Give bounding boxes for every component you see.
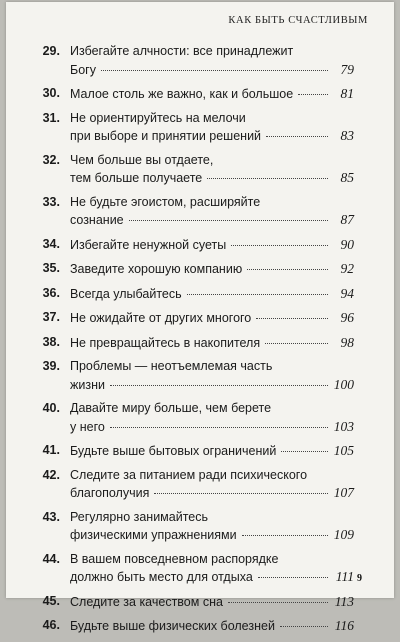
toc-entry-page: 81 <box>340 86 354 101</box>
toc-entry-line <box>70 509 354 527</box>
toc-entry-line <box>70 334 354 353</box>
toc-entry-body <box>70 152 354 188</box>
dot-leader <box>154 493 328 494</box>
toc-entry-line <box>70 260 354 279</box>
toc-entry-line <box>70 236 354 255</box>
toc-entry-number: 36. <box>42 285 60 300</box>
toc-entry-line <box>70 127 354 146</box>
dot-leader <box>228 602 328 603</box>
toc-entry <box>14 509 354 545</box>
toc-entry-number: 33. <box>42 194 60 209</box>
toc-entry-title: тем больше получаете <box>70 171 203 185</box>
toc-entry-page: 85 <box>340 170 354 185</box>
toc-entry-number: 34. <box>42 236 60 251</box>
toc-entry-body <box>70 467 354 503</box>
toc-entry-title: Чем больше вы отдаете, <box>70 152 214 167</box>
toc-entry-page: 111 <box>335 569 354 584</box>
toc-entry-title: В вашем повседневном распорядке <box>70 551 279 566</box>
toc-entry-line <box>70 442 354 461</box>
toc-entry-body <box>70 85 354 104</box>
toc-entry-line <box>70 358 354 376</box>
toc-entry <box>14 260 354 279</box>
toc-entry-line <box>70 568 354 587</box>
toc-entry-page: 98 <box>340 334 354 350</box>
dot-leader <box>265 343 328 344</box>
toc-entry-line <box>70 309 354 328</box>
toc-entry-title: Следите за качеством сна <box>70 594 223 609</box>
toc-entry-page: 113 <box>334 593 354 609</box>
dot-leader <box>110 427 328 428</box>
toc-entry-page: 116 <box>334 618 354 633</box>
toc-entry-body <box>70 442 354 461</box>
toc-entry-line <box>70 617 354 636</box>
dot-leader <box>187 294 328 295</box>
toc-entry-page: 79 <box>340 61 354 77</box>
dot-leader <box>281 451 328 452</box>
toc-entry-body <box>70 551 354 587</box>
dot-leader <box>110 385 328 386</box>
toc-entry-line <box>70 169 354 188</box>
table-of-contents <box>14 43 354 642</box>
toc-entry <box>14 593 354 612</box>
dot-leader <box>207 178 328 179</box>
toc-entry-line <box>70 400 354 418</box>
toc-entry-page: 100 <box>333 376 354 392</box>
toc-entry-page: 90 <box>340 236 354 252</box>
toc-entry-body <box>70 334 354 353</box>
toc-entry-number: 40. <box>42 401 60 415</box>
toc-entry-page: 107 <box>333 485 354 500</box>
toc-entry <box>14 152 354 188</box>
toc-entry-page: 94 <box>340 285 354 301</box>
toc-entry-number: 38. <box>42 334 60 349</box>
toc-entry-line <box>70 484 354 503</box>
toc-entry-title: Не ожидайте от других многого <box>70 311 252 325</box>
toc-entry-title: должно быть место для отдыха <box>70 570 253 584</box>
toc-entry-title: благополучия <box>70 486 150 500</box>
toc-entry-line <box>70 285 354 304</box>
toc-entry-number: 41. <box>42 443 60 457</box>
toc-entry-number: 37. <box>42 310 60 324</box>
toc-entry-body <box>70 593 354 612</box>
toc-entry-body <box>70 309 354 328</box>
toc-entry-number: 46. <box>42 618 60 632</box>
running-header: КАК БЫТЬ СЧАСТЛИВЫМ <box>228 15 368 26</box>
toc-entry-body <box>70 509 354 545</box>
toc-entry-page: 103 <box>333 418 354 434</box>
toc-entry-number: 43. <box>42 509 60 524</box>
toc-entry-line <box>70 376 354 395</box>
toc-entry-body <box>70 236 354 255</box>
toc-entry <box>14 236 354 255</box>
toc-entry-title: Проблемы — неотъемлемая часть <box>70 359 273 373</box>
toc-entry-body <box>70 110 354 146</box>
toc-entry-body <box>70 400 354 436</box>
dot-leader <box>129 220 328 221</box>
toc-entry-number: 31. <box>42 110 60 125</box>
toc-entry-body <box>70 285 354 304</box>
toc-entry-number: 35. <box>42 261 60 275</box>
toc-entry-title: Будьте выше бытовых ограничений <box>70 444 277 458</box>
toc-entry <box>14 617 354 636</box>
dot-leader <box>280 626 328 627</box>
toc-entry <box>14 309 354 328</box>
toc-entry <box>14 110 354 146</box>
toc-entry <box>14 467 354 503</box>
toc-entry-line <box>70 551 354 569</box>
toc-entry-number: 39. <box>42 359 60 373</box>
dot-leader <box>256 318 328 319</box>
toc-entry-line <box>70 85 354 104</box>
toc-entry <box>14 43 354 79</box>
toc-entry <box>14 85 354 104</box>
dot-leader <box>101 70 328 71</box>
toc-entry-line <box>70 110 354 128</box>
toc-entry-number: 42. <box>42 467 60 482</box>
toc-entry-title: Богу <box>70 62 96 77</box>
toc-entry-number: 32. <box>42 152 60 167</box>
toc-entry-page: 109 <box>333 527 354 542</box>
toc-entry-page: 105 <box>333 443 354 458</box>
dot-leader <box>247 269 328 270</box>
toc-entry <box>14 358 354 394</box>
toc-entry <box>14 194 354 230</box>
toc-entry-line <box>70 418 354 437</box>
toc-entry-number: 30. <box>42 86 60 100</box>
toc-entry-page: 87 <box>340 212 354 227</box>
toc-entry-title: Не ориентируйтесь на мелочи <box>70 110 246 125</box>
toc-entry-number: 45. <box>42 593 60 608</box>
toc-entry-page: 92 <box>340 261 354 276</box>
toc-entry-title: Всегда улыбайтесь <box>70 286 182 301</box>
toc-entry-title: Регулярно занимайтесь <box>70 509 209 524</box>
dot-leader <box>258 577 328 578</box>
toc-entry-number: 29. <box>42 44 60 58</box>
toc-entry-page: 96 <box>340 310 354 325</box>
toc-entry-title: Давайте миру больше, чем берете <box>70 401 272 415</box>
toc-entry-title: Избегайте ненужной суеты <box>70 237 227 252</box>
toc-entry-line <box>70 526 354 545</box>
toc-entry-body <box>70 260 354 279</box>
toc-entry <box>14 285 354 304</box>
toc-entry-title: у него <box>70 419 105 434</box>
toc-entry-body <box>70 43 354 79</box>
dot-leader <box>298 94 328 95</box>
toc-entry-line <box>70 211 354 230</box>
toc-entry <box>14 400 354 436</box>
toc-entry-title: при выборе и принятии решений <box>70 129 262 143</box>
dot-leader <box>231 245 328 246</box>
toc-entry-title: Избегайте алчности: все принадлежит <box>70 44 294 58</box>
dot-leader <box>242 535 328 536</box>
toc-entry-body <box>70 194 354 230</box>
book-page <box>6 2 394 633</box>
toc-entry <box>14 334 354 353</box>
toc-entry <box>14 551 354 587</box>
toc-entry-line <box>70 593 354 612</box>
toc-entry-page: 83 <box>340 128 354 143</box>
toc-entry <box>14 442 354 461</box>
toc-entry-title: Малое столь же важно, как и большое <box>70 87 294 101</box>
toc-entry-title: сознание <box>70 213 124 227</box>
toc-entry-body <box>70 358 354 394</box>
toc-entry-line <box>70 467 354 485</box>
toc-entry-title: Будьте выше физических болезней <box>70 619 275 633</box>
toc-entry-number: 44. <box>42 551 60 566</box>
toc-entry-body <box>70 617 354 636</box>
toc-entry-line <box>70 61 354 80</box>
toc-entry-title: Не превращайтесь в накопителя <box>70 335 261 350</box>
toc-entry-line <box>70 152 354 170</box>
page-number: 9 <box>357 573 362 584</box>
toc-entry-title: физическими упражнениями <box>70 528 237 542</box>
toc-entry-title: Заведите хорошую компанию <box>70 262 243 276</box>
toc-entry-title: жизни <box>70 377 105 392</box>
toc-entry-line <box>70 194 354 212</box>
toc-entry-title: Следите за питанием ради психического <box>70 467 308 482</box>
toc-entry-title: Не будьте эгоистом, расширяйте <box>70 194 261 209</box>
dot-leader <box>266 136 328 137</box>
toc-entry-line <box>70 43 354 61</box>
